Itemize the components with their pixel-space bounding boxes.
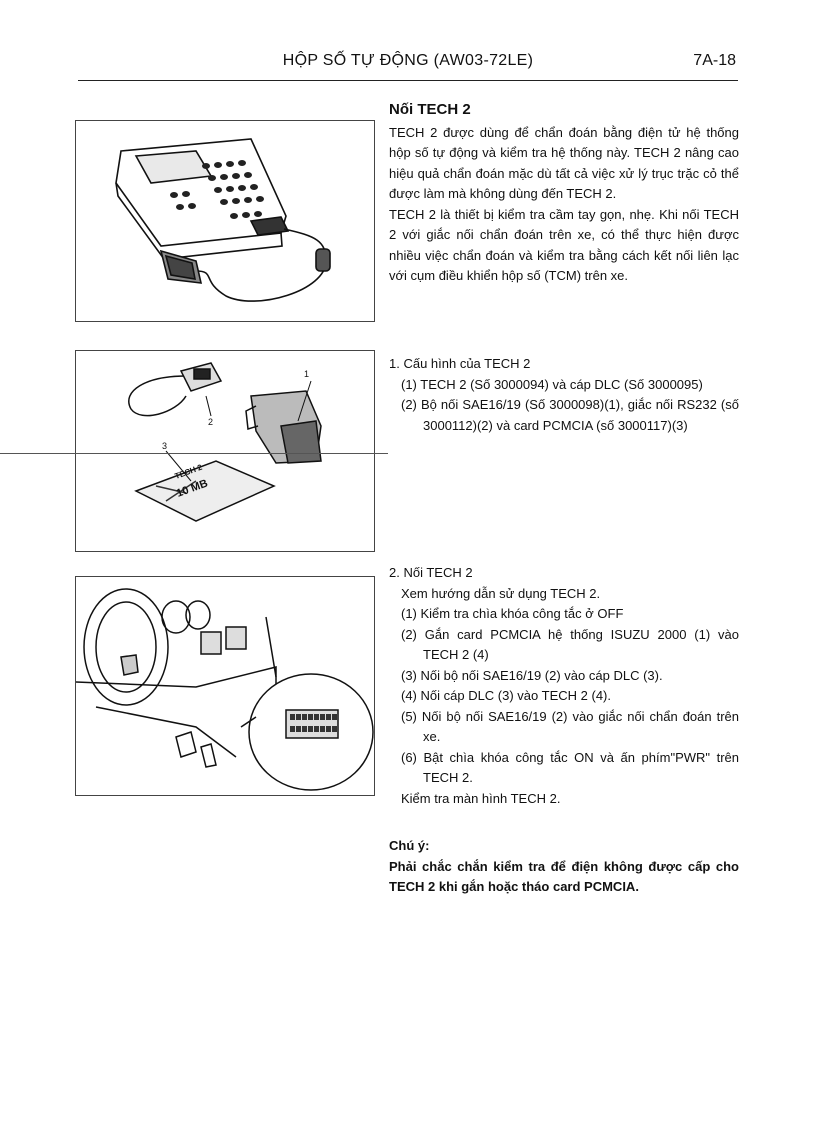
dashboard-drawing [76, 577, 374, 795]
intro-paragraph-2: TECH 2 là thiết bị kiểm tra cầm tay gọn, nhẹ. Khi nối TECH 2 với giắc nối chẩn đoán trên xe, có thể thực hiện được nhiều việc chẩn đoán và kiểm tra bằng cách kết nối liên lạc với cụm điều khiển hộp số (TCM) trên xe. [389, 206, 739, 283]
list-item: (6) Bật chìa khóa công tắc ON và ấn phím"PWR" trên TECH 2. [401, 749, 739, 785]
figure-label-3: 3 [162, 441, 168, 451]
components-drawing [76, 351, 374, 551]
section-heading: Nối TECH 2 [389, 101, 471, 118]
intro-paragraph-1: TECH 2 được dùng để chẩn đoán bằng điện tử hệ thống hộp số tự động và kiểm tra hệ thống này. TECH 2 nâng cao hiệu quả chẩn đoán mặc dù tất cả việc xử lý trục trặc cỏ thể được làm mà không dùng đến TECH 2. [389, 124, 739, 201]
figure-tech2-components [75, 350, 375, 552]
list-item: (1) Kiểm tra chìa khóa công tắc ở OFF [401, 606, 624, 621]
list-item: (4) Nối cáp DLC (3) vào TECH 2 (4). [401, 688, 611, 703]
list-item: (2) Bộ nối SAE16/19 (Số 3000098)(1), giắc nối RS232 (số 3000112)(2) và card PCMCIA (số 3000117)(3) [401, 397, 739, 433]
figure-label-1: 1 [304, 369, 310, 379]
steps-intro: Xem hướng dẫn sử dụng TECH 2. [401, 585, 601, 601]
divider-line [0, 453, 388, 454]
configuration-title: 1. Cấu hình của TECH 2 [389, 356, 531, 371]
steps-title: 2. Nối TECH 2 [389, 565, 473, 580]
page-header [0, 52, 816, 82]
page-number: 7A-18 [693, 52, 736, 69]
list-item: (1) TECH 2 (Số 3000094) và cáp DLC (Số 3000095) [401, 376, 703, 392]
header-title: HỘP SỐ TỰ ĐỘNG (AW03-72LE) [282, 52, 534, 69]
note-body: Phải chắc chắn kiểm tra để điện không được cấp cho TECH 2 khi gắn hoặc tháo card PCMCIA. [389, 858, 739, 894]
steps-outro: Kiểm tra màn hình TECH 2. [401, 790, 561, 806]
header-rule [78, 80, 738, 81]
tech2-tool-drawing [76, 121, 374, 321]
note-title: Chú ý: [389, 838, 430, 853]
note-block [389, 836, 739, 898]
section-connect-tech2 [389, 100, 739, 287]
section-connection-steps [389, 563, 739, 809]
list-item: (3) Nối bộ nối SAE16/19 (2) vào cáp DLC (3). [401, 667, 663, 683]
figure-label-2: 2 [208, 417, 214, 427]
card-label: TECH 2 [173, 462, 204, 481]
card-capacity: 10 MB [174, 477, 210, 500]
list-item: (5) Nối bộ nối SAE16/19 (2) vào giắc nối chẩn đoán trên xe. [401, 708, 739, 744]
list-item: (2) Gắn card PCMCIA hệ thống ISUZU 2000 (1) vào TECH 2 (4) [401, 626, 739, 662]
section-configuration [389, 354, 739, 436]
figure-dashboard-dlc [75, 576, 375, 796]
figure-tech2-tool [75, 120, 375, 322]
